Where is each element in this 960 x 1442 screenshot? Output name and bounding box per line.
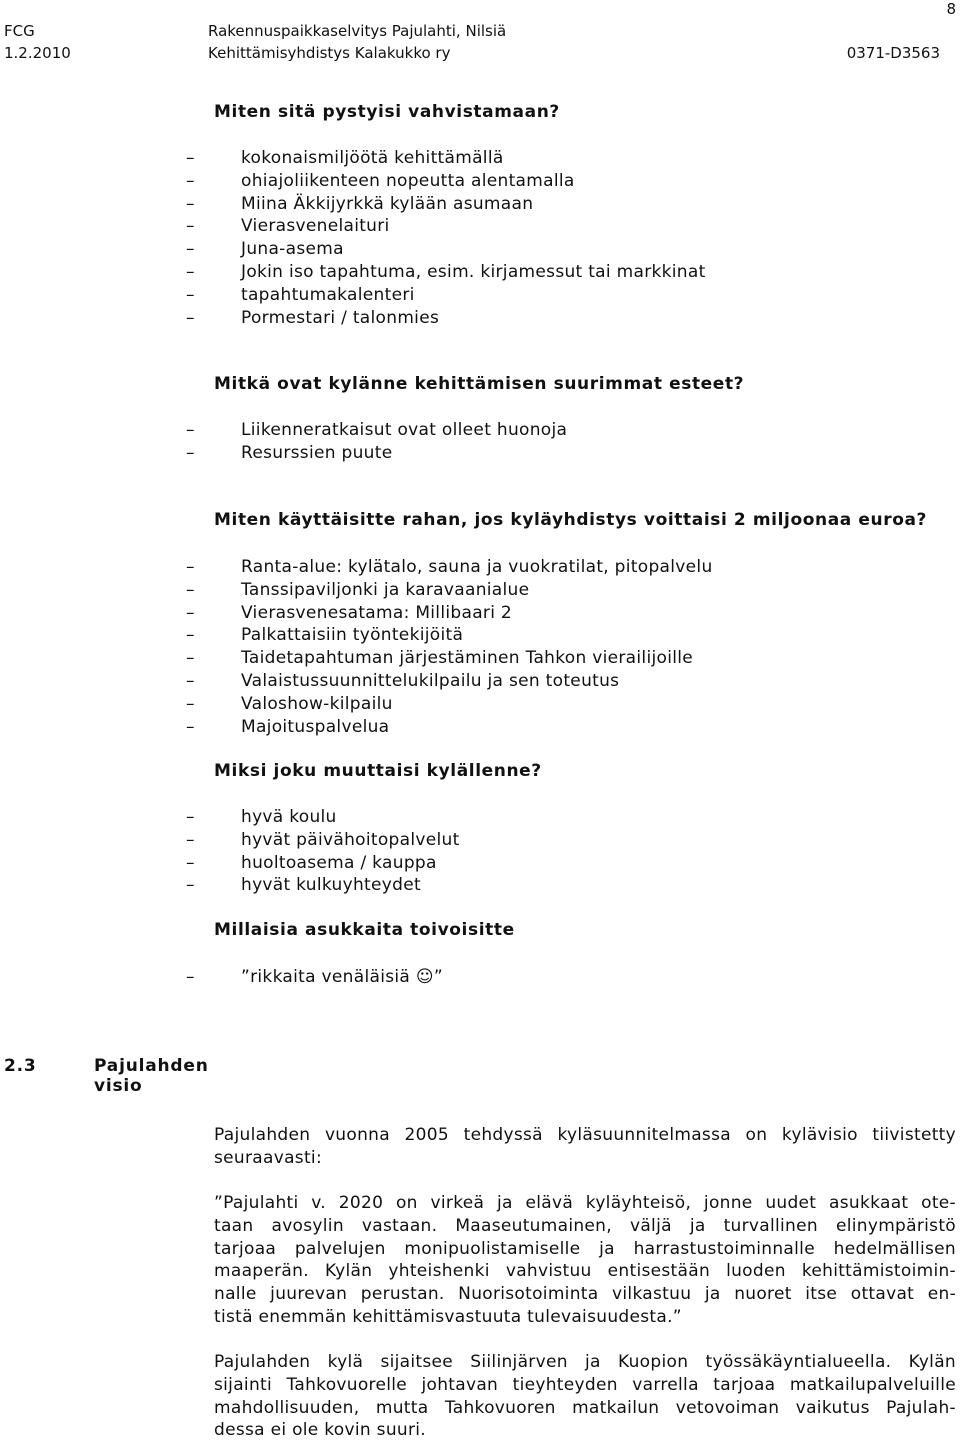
- list-item-text: hyvät päivähoitopalvelut: [241, 829, 460, 850]
- dash-bullet: –: [186, 967, 195, 987]
- dash-bullet: –: [186, 693, 195, 714]
- dash-bullet: –: [186, 307, 195, 328]
- list-item-text: Pormestari / talonmies: [241, 307, 440, 328]
- header-row-top: [4, 20, 940, 42]
- question-heading: Mitkä ovat kylänne kehittämisen suurimmat esteet?: [214, 374, 745, 394]
- list-item-text: Majoituspalvelua: [241, 716, 390, 737]
- header-row-bottom: [4, 42, 940, 64]
- list-item-text: Valoshow-kilpailu: [241, 693, 393, 714]
- dash-bullet: –: [186, 261, 195, 282]
- header-project-code: 0371-D3563: [846, 44, 940, 62]
- paragraph-line: mahdollisuuden, mutta Tahkovuoren matkailun vetovoiman vaikutus Pajulah-: [214, 1397, 956, 1418]
- list-item-text: Ranta-alue: kylätalo, sauna ja vuokratilat, pitopalvelu: [241, 557, 713, 577]
- location-paragraph: [214, 1351, 956, 1442]
- dash-bullet: –: [186, 670, 195, 691]
- dash-bullet: –: [186, 148, 195, 168]
- list-item-text: Miina Äkkijyrkkä kylään asumaan: [241, 193, 534, 214]
- list-item-text: Jokin iso tapahtuma, esim. kirjamessut tai markkinat: [241, 261, 706, 282]
- list-item-text: hyvät kulkuyhteydet: [241, 875, 421, 896]
- page-number: 8: [946, 0, 956, 18]
- list-item-text: hyvä koulu: [241, 807, 337, 827]
- list-item-text: Vierasvenesatama: Millibaari 2: [241, 602, 513, 623]
- paragraph-line: seuraavasti:: [214, 1147, 322, 1168]
- dash-bullet: –: [186, 852, 195, 873]
- paragraph-line: sijainti Tahkovuorelle johtavan tieyhteyden varrella tarjoaa matkailupalveluille: [214, 1374, 956, 1395]
- list-item-text: Resurssien puute: [241, 442, 393, 463]
- paragraph-line: Pajulahden vuonna 2005 tehdyssä kyläsuunnitelmassa on kylävisio tiivistetty: [214, 1125, 956, 1145]
- dash-bullet: –: [186, 602, 195, 623]
- section-title: Pajulahden visio: [94, 1056, 209, 1096]
- header-client: Kehittämisyhdistys Kalakukko ry: [208, 44, 451, 62]
- question-heading: Miten sitä pystyisi vahvistamaan?: [214, 102, 560, 122]
- dash-bullet: –: [186, 625, 195, 646]
- paragraph-line: ”Pajulahti v. 2020 on virkeä ja elävä kyläyhteisö, jonne uudet asukkaat ote-: [214, 1193, 956, 1213]
- dash-bullet: –: [186, 579, 195, 600]
- dash-bullet: –: [186, 829, 195, 850]
- vision-quote-paragraph: [214, 1192, 956, 1329]
- list-item-text: ohiajoliikenteen nopeutta alentamalla: [241, 170, 575, 191]
- paragraph-line: taan avosylin vastaan. Maaseutumainen, väljä ja turvallinen elinympäristö: [214, 1215, 956, 1236]
- header-company: FCG: [4, 22, 35, 40]
- header-document-title: Rakennuspaikkaselvitys Pajulahti, Nilsiä: [208, 22, 507, 40]
- list-item-text: kokonaismiljöötä kehittämällä: [241, 148, 504, 168]
- dash-bullet: –: [186, 442, 195, 463]
- list-item-text: Vierasvenelaituri: [241, 216, 390, 237]
- dash-bullet: –: [186, 420, 195, 440]
- dash-bullet: –: [186, 875, 195, 896]
- dash-bullet: –: [186, 284, 195, 305]
- question-heading: Millaisia asukkaita toivoisitte: [214, 920, 515, 940]
- page-header: [4, 20, 940, 64]
- paragraph-line: Pajulahden kylä sijaitsee Siilinjärven ja Kuopion työssäkäyntialueella. Kylän: [214, 1352, 956, 1372]
- list-item-text: ”rikkaita venäläisiä ☺”: [241, 967, 443, 987]
- list-item-text: tapahtumakalenteri: [241, 284, 415, 305]
- question-heading: Miksi joku muuttaisi kylällenne?: [214, 761, 542, 781]
- list-item-text: Liikenneratkaisut ovat olleet huonoja: [241, 420, 568, 440]
- dash-bullet: –: [186, 193, 195, 214]
- dash-bullet: –: [186, 648, 195, 669]
- list-item-text: Taidetapahtuman järjestäminen Tahkon vierailijoille: [241, 648, 694, 669]
- dash-bullet: –: [186, 216, 195, 237]
- paragraph-line: tistä enemmän kehittämisvastuuta tulevaisuudesta.”: [214, 1306, 682, 1327]
- paragraph-line: dessa ei ole kovin suuri.: [214, 1420, 426, 1441]
- list-item-text: Palkattaisiin työntekijöitä: [241, 625, 464, 646]
- dash-bullet: –: [186, 170, 195, 191]
- paragraph-line: maaperän. Kylän yhteishenki vahvistuu entisestään luoden kehittämistoimin-: [214, 1261, 956, 1282]
- paragraph-line: tarjoaa palvelujen monipuolistamiselle ja harrastustoiminnalle hedelmällisen: [214, 1238, 956, 1259]
- intro-paragraph: [214, 1124, 956, 1170]
- list-item-text: Tanssipaviljonki ja karavaanialue: [241, 579, 530, 600]
- dash-bullet: –: [186, 716, 195, 737]
- list-item-text: huoltoasema / kauppa: [241, 852, 437, 873]
- dash-bullet: –: [186, 807, 195, 827]
- question-heading: Miten käyttäisitte rahan, jos kyläyhdistys voittaisi 2 miljoonaa euroa?: [214, 510, 928, 530]
- dash-bullet: –: [186, 239, 195, 260]
- list-item-text: Juna-asema: [241, 239, 344, 260]
- section-number: 2.3: [4, 1056, 37, 1076]
- paragraph-line: nalle juurevan perustan. Nuorisotoiminta vilkastuu ja nuoret itse ottavat en-: [214, 1284, 956, 1305]
- dash-bullet: –: [186, 557, 195, 577]
- list-item-text: Valaistussuunnittelukilpailu ja sen toteutus: [241, 670, 620, 691]
- header-date: 1.2.2010: [4, 44, 71, 62]
